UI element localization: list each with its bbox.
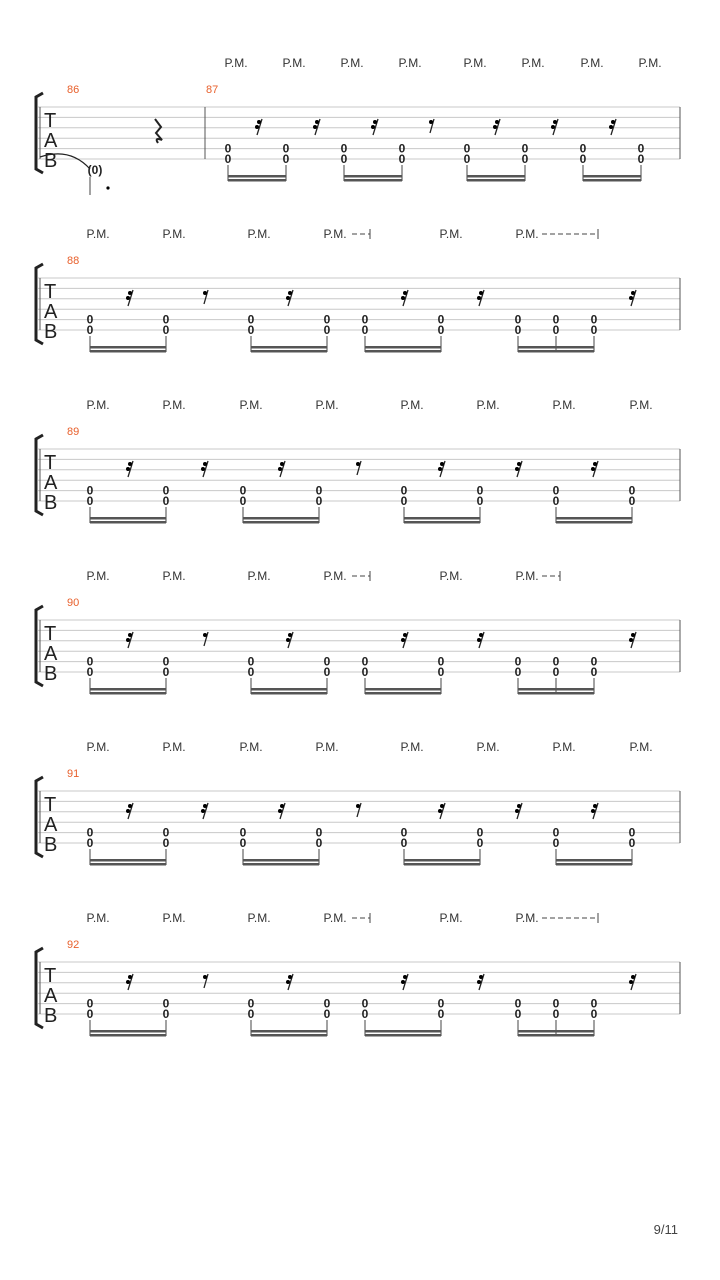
beam [556, 859, 632, 862]
fret-number: 0 [86, 996, 94, 1011]
rest-dot [438, 467, 442, 471]
fret-number: 0 [340, 141, 348, 156]
fret-number: 0 [224, 152, 232, 166]
rest-dot [313, 125, 317, 129]
fret-number: 0 [323, 312, 331, 327]
beam [404, 521, 480, 524]
fret-number: 0 [282, 152, 290, 166]
palm-mute-label: P.M. [323, 911, 347, 925]
palm-mute-label: P.M. [162, 398, 186, 412]
palm-mute-label: P.M. [247, 227, 271, 241]
fret-number: 0 [247, 1007, 255, 1021]
fret-number: 0 [398, 141, 406, 156]
palm-mute-label: P.M. [239, 740, 263, 754]
fret-number: 0 [86, 654, 94, 669]
measure-number: 92 [67, 939, 80, 951]
rest-dot [286, 980, 290, 984]
fret-number: 0 [247, 996, 255, 1011]
fret-number: 0 [315, 836, 323, 850]
palm-mute-label: P.M. [463, 56, 487, 70]
fret-number: 0 [552, 494, 560, 508]
rest-dot [288, 975, 292, 979]
rest-dot [479, 633, 483, 637]
beam [243, 859, 319, 862]
palm-mute-label: P.M. [638, 56, 662, 70]
fret-number: 0 [398, 152, 406, 166]
rest-dot [440, 804, 444, 808]
fret-number: 0 [247, 312, 255, 327]
fret-number: 0 [162, 483, 170, 498]
palm-mute-label: P.M. [162, 227, 186, 241]
beam [90, 859, 166, 862]
beam [251, 1030, 327, 1033]
beam [518, 688, 594, 691]
beam [90, 521, 166, 524]
fret-number: 0 [239, 825, 247, 840]
palm-mute-label: P.M. [323, 569, 347, 583]
palm-mute-label: P.M. [86, 398, 110, 412]
rest-dot [629, 638, 633, 642]
palm-mute-label: P.M. [521, 56, 545, 70]
palm-mute-label: P.M. [323, 227, 347, 241]
fret-number: 0 [437, 1007, 445, 1021]
rest-dot [128, 804, 132, 808]
rest-dot [203, 462, 207, 466]
fret-number: 0 [400, 836, 408, 850]
fret-number: 0 [463, 141, 471, 156]
rest-dot [203, 975, 207, 979]
fret-number: 0 [162, 996, 170, 1011]
rest-dot [477, 296, 481, 300]
fret-number: 0 [437, 654, 445, 669]
rest-dot [403, 291, 407, 295]
rest-dot [128, 462, 132, 466]
rest-dot [593, 804, 597, 808]
rest-dot [429, 120, 433, 124]
palm-mute-label: P.M. [629, 740, 653, 754]
quarter-rest [155, 119, 162, 143]
palm-mute-label: P.M. [315, 740, 339, 754]
fret-number: 0 [552, 836, 560, 850]
fret-number: 0 [514, 312, 522, 327]
fret-number: 0 [361, 665, 369, 679]
rest-dot [593, 462, 597, 466]
fret-number: 0 [86, 323, 94, 337]
fret-number: 0 [86, 483, 94, 498]
beam [556, 863, 632, 866]
beam [344, 179, 402, 182]
tab-letter-a: A [44, 643, 58, 665]
rest-dot [479, 975, 483, 979]
measure-number: 88 [67, 255, 80, 267]
beam [404, 863, 480, 866]
beam [404, 859, 480, 862]
palm-mute-label: P.M. [552, 740, 576, 754]
palm-mute-label: P.M. [239, 398, 263, 412]
fret-number: 0 [247, 654, 255, 669]
beam [365, 350, 441, 353]
tab-letter-t: T [44, 965, 57, 987]
palm-mute-label: P.M. [515, 227, 539, 241]
fret-number: 0 [247, 665, 255, 679]
rest-dot [255, 125, 259, 129]
fret-number: 0 [514, 654, 522, 669]
palm-mute-label: P.M. [476, 740, 500, 754]
rest-dot [591, 467, 595, 471]
rest-dot [356, 804, 360, 808]
fret-number: 0 [628, 494, 636, 508]
tab-letter-t: T [44, 281, 57, 303]
fret-number: 0 [552, 323, 560, 337]
measure-number: 89 [67, 426, 80, 438]
fret-number: 0 [282, 141, 290, 156]
tab-letter-a: A [44, 814, 58, 836]
fret-number: 0 [552, 483, 560, 498]
rest-dot [203, 633, 207, 637]
tab-letter-t: T [44, 452, 57, 474]
fret-number: 0 [590, 996, 598, 1011]
tab-letter-b: B [44, 663, 58, 685]
fret-number: 0 [361, 323, 369, 337]
fret-number: 0 [361, 1007, 369, 1021]
beam [243, 521, 319, 524]
fret-number: 0 [590, 665, 598, 679]
rest-dot [609, 125, 613, 129]
rest-dot [479, 291, 483, 295]
beam [404, 517, 480, 520]
fret-number: 0 [476, 483, 484, 498]
fret-number: 0 [361, 312, 369, 327]
fret-number: 0 [323, 665, 331, 679]
beam [365, 346, 441, 349]
rest-dot [288, 291, 292, 295]
palm-mute-label: P.M. [439, 911, 463, 925]
fret-number: 0 [437, 323, 445, 337]
beam [365, 688, 441, 691]
palm-mute-label: P.M. [162, 740, 186, 754]
palm-mute-label: P.M. [398, 56, 422, 70]
rest-dot [401, 296, 405, 300]
palm-mute-label: P.M. [315, 398, 339, 412]
rest-dot [495, 120, 499, 124]
fret-number: 0 [315, 825, 323, 840]
tab-letter-b: B [44, 1005, 58, 1027]
palm-mute-label: P.M. [476, 398, 500, 412]
rest-dot [631, 291, 635, 295]
fret-number: 0 [162, 654, 170, 669]
fret-number: 0 [239, 483, 247, 498]
beam [251, 692, 327, 695]
fret-number: 0 [552, 996, 560, 1011]
beam [344, 175, 402, 178]
fret-number: 0 [162, 1007, 170, 1021]
beam [518, 692, 594, 695]
fret-number: 0 [628, 825, 636, 840]
rest-dot [288, 633, 292, 637]
fret-number: 0 [628, 836, 636, 850]
fret-number: 0 [514, 996, 522, 1011]
fret-number: 0 [590, 323, 598, 337]
fret-number: 0 [514, 323, 522, 337]
rest-dot [629, 296, 633, 300]
palm-mute-label: P.M. [580, 56, 604, 70]
fret-number: 0 [239, 494, 247, 508]
fret-number: 0 [340, 152, 348, 166]
rest-dot [551, 125, 555, 129]
rest-dot [438, 809, 442, 813]
beam [251, 350, 327, 353]
tab-letter-a: A [44, 472, 58, 494]
fret-number: 0 [476, 836, 484, 850]
beam [243, 863, 319, 866]
fret-number: 0 [86, 1007, 94, 1021]
fret-number: 0 [86, 312, 94, 327]
fret-number: 0 [579, 152, 587, 166]
rest-dot [493, 125, 497, 129]
beam [90, 688, 166, 691]
beam [90, 1030, 166, 1033]
fret-number: 0 [514, 1007, 522, 1021]
fret-number: 0 [628, 483, 636, 498]
palm-mute-label: P.M. [247, 911, 271, 925]
beam [518, 350, 594, 353]
tab-letter-b: B [44, 834, 58, 856]
rest-dot [128, 633, 132, 637]
fret-number: 0 [247, 323, 255, 337]
beam [90, 692, 166, 695]
beam [467, 175, 525, 178]
beam [90, 517, 166, 520]
fret-number: 0 [162, 323, 170, 337]
palm-mute-label: P.M. [439, 569, 463, 583]
fret-number: 0 [224, 141, 232, 156]
measure-number: 91 [67, 768, 80, 780]
measure-number: 86 [67, 84, 80, 96]
palm-mute-label: P.M. [224, 56, 248, 70]
beam [228, 179, 286, 182]
fret-number: 0 [400, 494, 408, 508]
palm-mute-label: P.M. [400, 398, 424, 412]
beam [518, 1034, 594, 1037]
fret-number: 0 [323, 654, 331, 669]
tab-letter-a: A [44, 301, 58, 323]
measure-number: 87 [206, 84, 219, 96]
palm-mute-label: P.M. [629, 398, 653, 412]
palm-mute-label: P.M. [515, 911, 539, 925]
tab-letter-t: T [44, 110, 57, 132]
fret-number: 0 [579, 141, 587, 156]
tab-letter-a: A [44, 985, 58, 1007]
tied-fret: (0) [87, 163, 103, 177]
page-number: 9/11 [653, 1222, 678, 1237]
beam [583, 175, 641, 178]
fret-number: 0 [552, 312, 560, 327]
beam [556, 521, 632, 524]
fret-number: 0 [437, 665, 445, 679]
fret-number: 0 [552, 654, 560, 669]
measure-number: 90 [67, 597, 80, 609]
fret-number: 0 [437, 312, 445, 327]
rest-dot [315, 120, 319, 124]
fret-number: 0 [552, 665, 560, 679]
fret-number: 0 [315, 494, 323, 508]
palm-mute-label: P.M. [515, 569, 539, 583]
rest-dot [203, 804, 207, 808]
fret-number: 0 [323, 1007, 331, 1021]
beam [90, 863, 166, 866]
rest-dot [373, 120, 377, 124]
fret-number: 0 [162, 312, 170, 327]
fret-number: 0 [400, 825, 408, 840]
beam [365, 1030, 441, 1033]
rest-dot [631, 633, 635, 637]
beam [518, 1030, 594, 1033]
fret-number: 0 [361, 654, 369, 669]
fret-number: 0 [162, 665, 170, 679]
rest-dot [280, 804, 284, 808]
beam [243, 517, 319, 520]
rest-dot [126, 467, 130, 471]
rest-dot [515, 809, 519, 813]
fret-number: 0 [162, 825, 170, 840]
rest-dot [611, 120, 615, 124]
tab-letter-t: T [44, 623, 57, 645]
palm-mute-label: P.M. [86, 227, 110, 241]
rest-dot [126, 296, 130, 300]
fret-number: 0 [463, 152, 471, 166]
rest-dot [401, 980, 405, 984]
fret-number: 0 [437, 996, 445, 1011]
rest-dot [278, 467, 282, 471]
beam [518, 346, 594, 349]
rest-dot [629, 980, 633, 984]
palm-mute-label: P.M. [400, 740, 424, 754]
fret-number: 0 [637, 141, 645, 156]
palm-mute-label: P.M. [247, 569, 271, 583]
fret-number: 0 [162, 836, 170, 850]
rest-dot [403, 975, 407, 979]
beam [467, 179, 525, 182]
palm-mute-label: P.M. [282, 56, 306, 70]
palm-mute-label: P.M. [340, 56, 364, 70]
beam [583, 179, 641, 182]
rest-dot [278, 809, 282, 813]
fret-number: 0 [86, 665, 94, 679]
rest-dot [257, 120, 261, 124]
rest-dot [517, 804, 521, 808]
rest-dot [553, 120, 557, 124]
beam [556, 517, 632, 520]
fret-number: 0 [400, 483, 408, 498]
fret-number: 0 [590, 312, 598, 327]
rest-dot [401, 638, 405, 642]
rest-dot [440, 462, 444, 466]
rest-dot [201, 467, 205, 471]
fret-number: 0 [476, 825, 484, 840]
fret-number: 0 [86, 494, 94, 508]
rest-dot [515, 467, 519, 471]
rest-dot [286, 296, 290, 300]
fret-number: 0 [323, 996, 331, 1011]
rest-dot [280, 462, 284, 466]
beam [90, 346, 166, 349]
fret-number: 0 [162, 494, 170, 508]
rest-dot [477, 638, 481, 642]
rest-dot [477, 980, 481, 984]
beam [90, 1034, 166, 1037]
fret-number: 0 [552, 825, 560, 840]
beam [251, 688, 327, 691]
rest-dot [631, 975, 635, 979]
beam [365, 692, 441, 695]
beam [90, 350, 166, 353]
rest-dot [201, 809, 205, 813]
beam [365, 1034, 441, 1037]
palm-mute-label: P.M. [439, 227, 463, 241]
palm-mute-label: P.M. [86, 740, 110, 754]
palm-mute-label: P.M. [162, 569, 186, 583]
fret-number: 0 [239, 836, 247, 850]
rest-dot [517, 462, 521, 466]
tab-letter-b: B [44, 150, 58, 172]
rest-dot [371, 125, 375, 129]
tab-letter-t: T [44, 794, 57, 816]
rest-dot [126, 980, 130, 984]
fret-number: 0 [637, 152, 645, 166]
fret-number: 0 [552, 1007, 560, 1021]
tab-letter-a: A [44, 130, 58, 152]
fret-number: 0 [361, 996, 369, 1011]
beam [251, 346, 327, 349]
rest-dot [286, 638, 290, 642]
rest-dot [203, 291, 207, 295]
fret-number: 0 [86, 825, 94, 840]
palm-mute-label: P.M. [86, 569, 110, 583]
rest-dot [591, 809, 595, 813]
palm-mute-label: P.M. [552, 398, 576, 412]
fret-number: 0 [590, 1007, 598, 1021]
rest-dot [126, 809, 130, 813]
dot [106, 186, 109, 189]
rest-dot [356, 462, 360, 466]
tab-letter-b: B [44, 492, 58, 514]
palm-mute-label: P.M. [86, 911, 110, 925]
fret-number: 0 [315, 483, 323, 498]
fret-number: 0 [521, 141, 529, 156]
rest-dot [128, 291, 132, 295]
rest-dot [126, 638, 130, 642]
fret-number: 0 [590, 654, 598, 669]
rest-dot [403, 633, 407, 637]
beam [251, 1034, 327, 1037]
rest-dot [128, 975, 132, 979]
fret-number: 0 [521, 152, 529, 166]
fret-number: 0 [514, 665, 522, 679]
beam [228, 175, 286, 178]
palm-mute-label: P.M. [162, 911, 186, 925]
fret-number: 0 [323, 323, 331, 337]
fret-number: 0 [86, 836, 94, 850]
tab-letter-b: B [44, 321, 58, 343]
fret-number: 0 [476, 494, 484, 508]
